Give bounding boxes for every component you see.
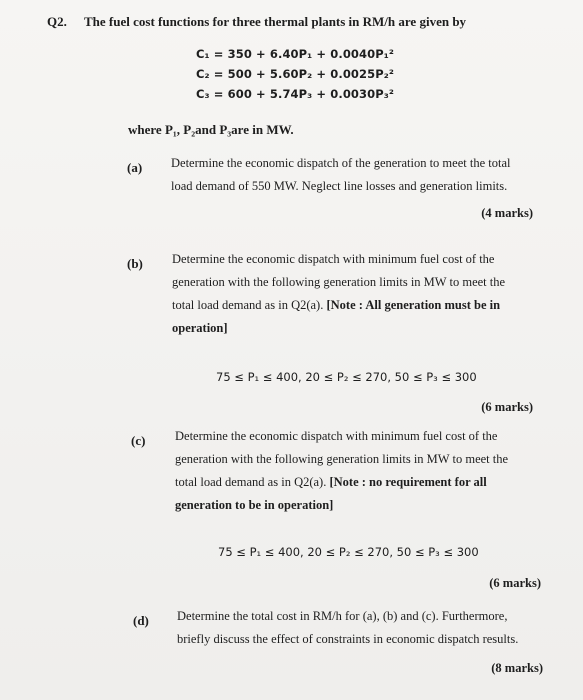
part-a-line-2: load demand of 550 MW. Neglect line losses and generation limits. bbox=[171, 179, 508, 193]
part-a-line-1: Determine the economic dispatch of the generation to meet the total bbox=[171, 156, 511, 170]
part-b-line-3 bbox=[172, 294, 542, 317]
part-d-label: (d) bbox=[133, 613, 149, 628]
variable-definition: where P₁, P₂and P₃are in MW. bbox=[128, 122, 294, 137]
equation-c2: C₂ = 500 + 5.60P₂ + 0.0025P₂² bbox=[196, 67, 395, 81]
part-d-marks: (8 marks) bbox=[491, 661, 543, 675]
part-b-constraint: 75 ≤ P₁ ≤ 400, 20 ≤ P₂ ≤ 270, 50 ≤ P₃ ≤ 300 bbox=[216, 370, 477, 384]
part-c-label: (c) bbox=[131, 433, 146, 448]
part-a-text bbox=[171, 152, 551, 198]
question-intro: The fuel cost functions for three thermal plants in RM/h are given by bbox=[84, 14, 467, 29]
part-c-text bbox=[175, 425, 545, 517]
part-b-marks: (6 marks) bbox=[481, 400, 533, 414]
part-c-note: [Note : no requirement for all bbox=[329, 475, 487, 489]
part-a-label: (a) bbox=[127, 160, 143, 175]
question-number: Q2. bbox=[47, 14, 67, 29]
part-d-line-1: Determine the total cost in RM/h for (a), (b) and (c). Furthermore, bbox=[177, 609, 508, 623]
part-b-line-3-text: total load demand as in Q2(a). bbox=[172, 298, 324, 312]
part-c-line-1: Determine the economic dispatch with minimum fuel cost of the bbox=[175, 429, 498, 443]
part-c-marks: (6 marks) bbox=[489, 576, 541, 590]
part-c-constraint: 75 ≤ P₁ ≤ 400, 20 ≤ P₂ ≤ 270, 50 ≤ P₃ ≤ 300 bbox=[218, 545, 479, 559]
part-b-note: [Note : All generation must be in bbox=[326, 298, 501, 312]
part-b-line-1: Determine the economic dispatch with minimum fuel cost of the bbox=[172, 252, 495, 266]
part-b-line-4: operation] bbox=[172, 321, 228, 335]
part-c-line-3-text: total load demand as in Q2(a). bbox=[175, 475, 327, 489]
part-a-marks: (4 marks) bbox=[481, 206, 533, 220]
part-d-line-2: briefly discuss the effect of constraints in economic dispatch results. bbox=[177, 632, 519, 646]
part-b-text bbox=[172, 248, 542, 340]
part-b-label: (b) bbox=[127, 256, 143, 271]
part-c-line-3 bbox=[175, 471, 545, 494]
part-b-line-2: generation with the following generation limits in MW to meet the bbox=[172, 275, 506, 289]
equation-c3: C₃ = 600 + 5.74P₃ + 0.0030P₃² bbox=[196, 87, 395, 101]
part-c-line-2: generation with the following generation limits in MW to meet the bbox=[175, 452, 509, 466]
equation-c1: C₁ = 350 + 6.40P₁ + 0.0040P₁² bbox=[196, 47, 395, 61]
part-d-text bbox=[177, 605, 562, 651]
part-c-line-4: generation to be in operation] bbox=[175, 498, 334, 512]
